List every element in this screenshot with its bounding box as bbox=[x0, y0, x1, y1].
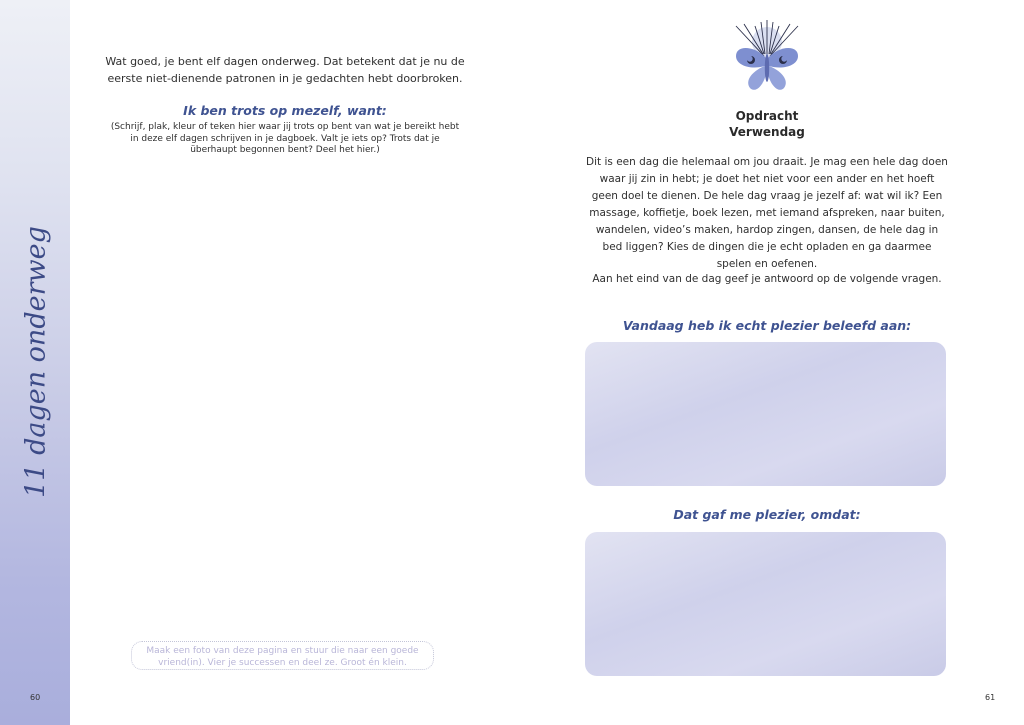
task-title: Verwendag bbox=[729, 125, 805, 139]
proud-heading: Ik ben trots op mezelf, want: bbox=[183, 103, 387, 118]
butterfly-icon bbox=[730, 18, 804, 104]
question-2-heading: Dat gaf me plezier, omdat: bbox=[673, 507, 861, 522]
answer-box-1[interactable] bbox=[585, 342, 946, 486]
side-decorative-strip bbox=[0, 0, 70, 725]
task-body: Dit is een dag die helemaal om jou draait. Je mag een hele dag doen waar jij zin in hebt; je doet het niet voor een ander en het hoeft geen doel te dienen. De hele dag vraag je jezelf af: wat wil ik? Een massage, koffietje, boek lezen, met iemand afspreken, naar buiten, wandelen, video’s maken, hardop zingen, dansen, de hele dag in bed liggen? Kies de dingen die je echt opladen en ga daarmee spelen en oefenen. bbox=[586, 156, 948, 270]
sidebar-title: 11 dagen onderweg bbox=[20, 226, 52, 498]
task-label-line1: Opdracht bbox=[735, 109, 799, 123]
intro-text: Wat goed, je bent elf dagen onderweg. Dat betekent dat je nu de eerste niet-dienende patronen in je gedachten hebt doorbroken. bbox=[105, 55, 465, 85]
share-note: Maak een foto van deze pagina en stuur die naar een goede vriend(in). Vier je successen en deel ze. Groot én klein. bbox=[131, 641, 434, 670]
proud-instruction: (Schrijf, plak, kleur of teken hier waar jij trots op bent van wat je bereikt hebt in deze elf dagen schrijven in je dagboek. Valt je iets op? Trots dat je überhaupt begonnen bent? Deel het hier.) bbox=[110, 122, 460, 155]
question-1-heading: Vandaag heb ik echt plezier beleefd aan: bbox=[622, 318, 912, 333]
task-label bbox=[686, 108, 848, 140]
page-number-left: 60 bbox=[30, 693, 41, 702]
answer-box-2[interactable] bbox=[585, 532, 946, 676]
task-end-instruction: Aan het eind van de dag geef je antwoord op de volgende vragen. bbox=[592, 273, 942, 285]
page-number-right: 61 bbox=[985, 693, 996, 702]
